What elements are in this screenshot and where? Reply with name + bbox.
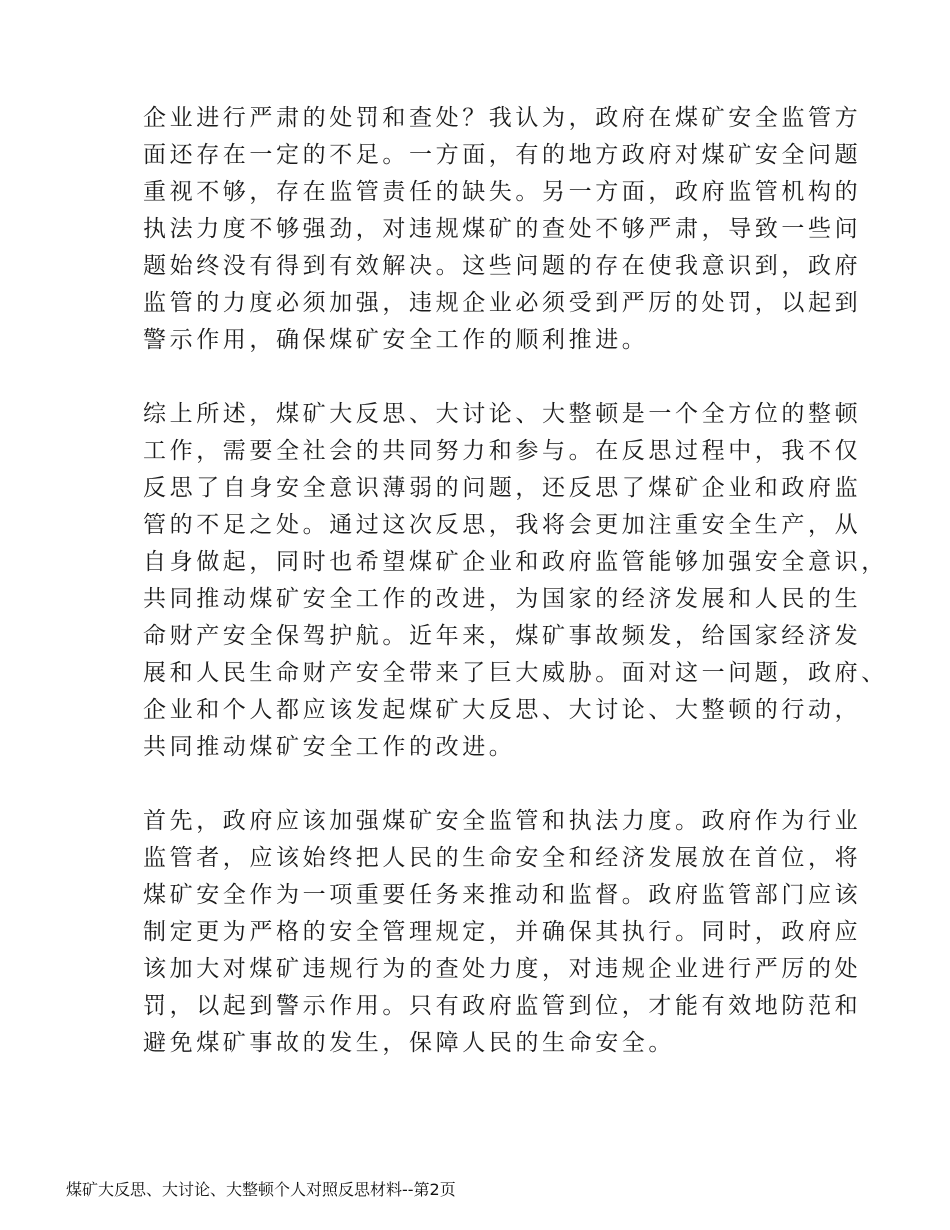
text-line: 制定更为严格的安全管理规定，并确保其执行。同时，政府应 (143, 919, 862, 945)
text-line: 罚，以起到警示作用。只有政府监管到位，才能有效地防范和 (143, 993, 862, 1019)
paragraph-3 (143, 803, 862, 1062)
text-line: 执法力度不够强劲，对违规煤矿的查处不够严肃，导致一些问 (143, 216, 862, 242)
text-line: 警示作用，确保煤矿安全工作的顺利推进。 (143, 327, 649, 353)
text-line: 工作，需要全社会的共同努力和参与。在反思过程中，我不仅 (143, 438, 862, 464)
text-line: 企业和个人都应该发起煤矿大反思、大讨论、大整顿的行动， (143, 697, 862, 723)
document-body (143, 100, 888, 1099)
text-line: 反思了自身安全意识薄弱的问题，还反思了煤矿企业和政府监 (143, 475, 862, 501)
text-line: 综上所述，煤矿大反思、大讨论、大整顿是一个全方位的整顿 (143, 401, 862, 427)
text-line: 共同推动煤矿安全工作的改进，为国家的经济发展和人民的生 (143, 586, 862, 612)
text-line: 避免煤矿事故的发生，保障人民的生命安全。 (143, 1030, 675, 1056)
paragraph-2 (143, 396, 888, 766)
text-line: 监管者，应该始终把人民的生命安全和经济发展放在首位，将 (143, 845, 862, 871)
text-line: 面还存在一定的不足。一方面，有的地方政府对煤矿安全问题 (143, 142, 862, 168)
paragraph-1 (143, 100, 862, 359)
text-line: 企业进行严肃的处罚和查处？我认为，政府在煤矿安全监管方 (143, 105, 862, 131)
text-line: 题始终没有得到有效解决。这些问题的存在使我意识到，政府 (143, 253, 862, 279)
text-line: 监管的力度必须加强，违规企业必须受到严厉的处罚，以起到 (143, 290, 862, 316)
text-line: 展和人民生命财产安全带来了巨大威胁。面对这一问题，政府、 (143, 660, 888, 686)
page-footer: 煤矿大反思、大讨论、大整顿个人对照反思材料--第2页 (66, 1180, 456, 1199)
text-line: 煤矿安全作为一项重要任务来推动和监督。政府监管部门应该 (143, 882, 862, 908)
text-line: 命财产安全保驾护航。近年来，煤矿事故频发，给国家经济发 (143, 623, 862, 649)
text-line: 该加大对煤矿违规行为的查处力度，对违规企业进行严厉的处 (143, 956, 862, 982)
text-line: 管的不足之处。通过这次反思，我将会更加注重安全生产，从 (143, 512, 862, 538)
text-line: 重视不够，存在监管责任的缺失。另一方面，政府监管机构的 (143, 179, 862, 205)
text-line: 首先，政府应该加强煤矿安全监管和执法力度。政府作为行业 (143, 808, 862, 834)
text-line: 共同推动煤矿安全工作的改进。 (143, 734, 516, 760)
text-line: 自身做起，同时也希望煤矿企业和政府监管能够加强安全意识， (143, 549, 888, 575)
